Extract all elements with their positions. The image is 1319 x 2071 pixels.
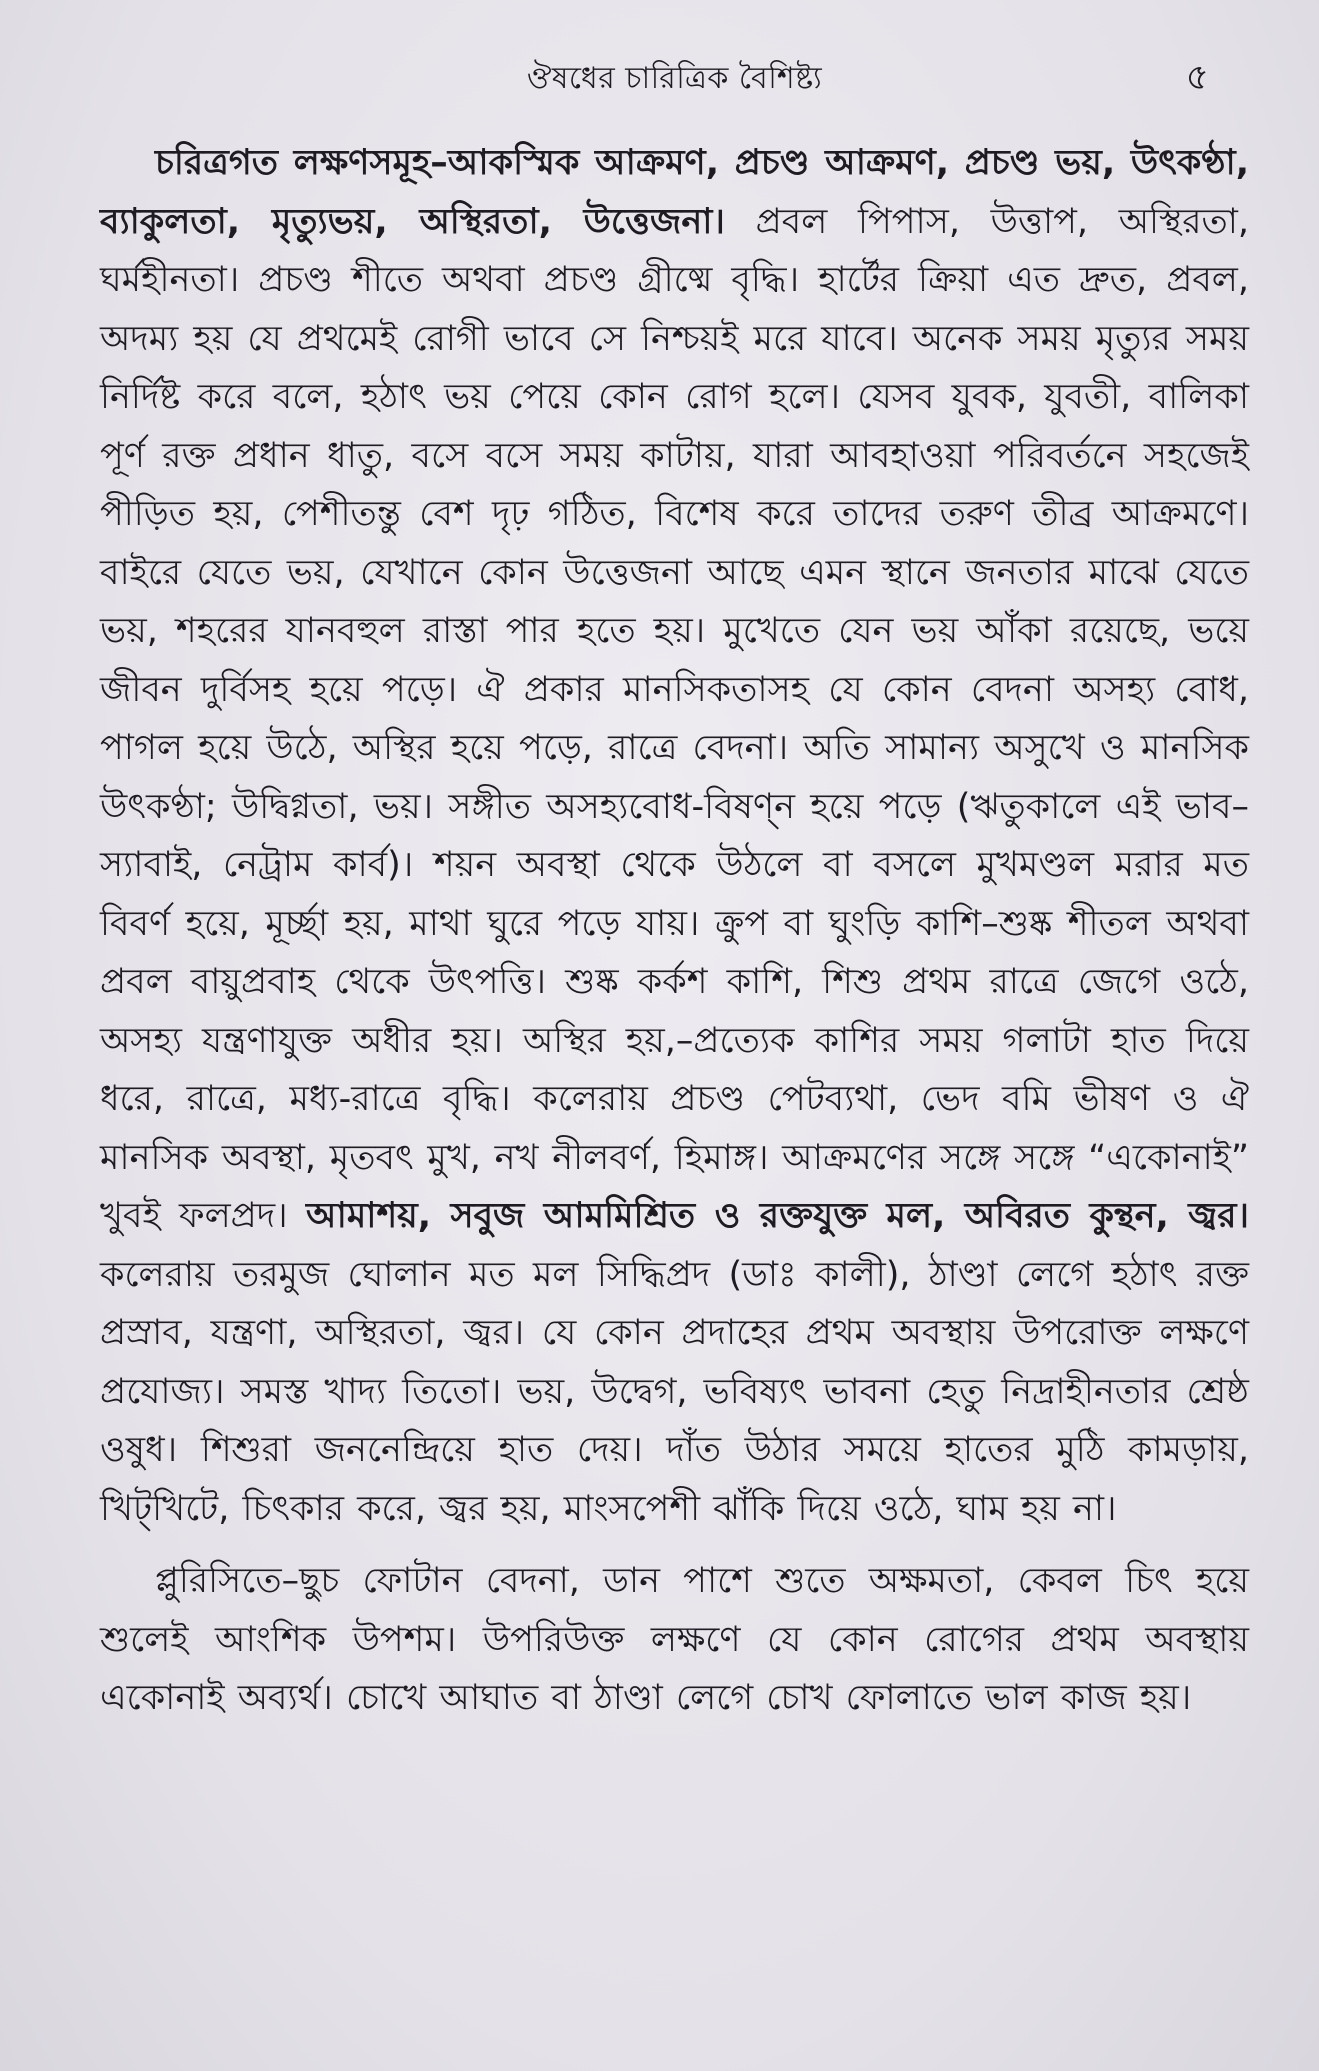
paragraph-text: প্লুরিসিতে–ছুচ ফোটান বেদনা, ডান পাশে শুতে অক্ষমতা, কেবল চিৎ হয়ে শুলেই আংশিক উপশম। উপরিউক্ত লক্ষণে যে কোন রোগের প্রথম অবস্থায় একোনাই অব্যর্থ। চোখে আঘাত বা ঠাণ্ডা লেগে চোখ ফোলাতে ভাল কাজ হয়।: [100, 1561, 1249, 1718]
bold-lead-symptoms: চরিত্রগত লক্ষণসমূহ–আকস্মিক আক্রমণ, প্রচণ্ড আক্রমণ, প্রচণ্ড ভয়, উৎকণ্ঠা, ব্যাকুলতা, মৃত্যুভয়, অস্থিরতা, উত্তেজনা।: [100, 143, 1249, 242]
paragraph-text: প্রবল পিপাস, উত্তাপ, অস্থিরতা, ঘর্মহীনতা। প্রচণ্ড শীতে অথবা প্রচণ্ড গ্রীষ্মে বৃদ্ধি। হার্টের ক্রিয়া এত দ্রুত, প্রবল, অদম্য হয় যে প্রথমেই রোগী ভাবে সে নিশ্চয়ই মরে যাবে। অনেক সময় মৃত্যুর সময় নির্দিষ্ট করে বলে, হঠাৎ ভয় পেয়ে কোন রোগ হলে। যেসব যুবক, যুবতী, বালিকা পূর্ণ রক্ত প্রধান ধাতু, বসে বসে সময় কাটায়, যারা আবহাওয়া পরিবর্তনে সহজেই পীড়িত হয়, পেশীতন্তু বেশ দৃঢ় গঠিত, বিশেষ করে তাদের তরুণ তীব্র আক্রমণে। বাইরে যেতে ভয়, যেখানে কোন উত্তেজনা আছে এমন স্থানে জনতার মাঝে যেতে ভয়, শহরের যানবহুল রাস্তা পার হতে হয়। মুখেতে যেন ভয় আঁকা রয়েছে, ভয়ে জীবন দুর্বিসহ হয়ে পড়ে। ঐ প্রকার মানসিকতাসহ যে কোন বেদনা অসহ্য বোধ, পাগল হয়ে উঠে, অস্থির হয়ে পড়ে, রাত্রে বেদনা। অতি সামান্য অসুখে ও মানসিক উৎকণ্ঠা; উদ্বিগ্নতা, ভয়। সঙ্গীত অসহ্যবোধ-বিষণ্ন হয়ে পড়ে (ঋতুকালে এই ভাব–স্যাবাই, নেট্রাম কার্ব)। শয়ন অবস্থা থেকে উঠলে বা বসলে মুখমণ্ডল মরার মত বিবর্ণ হয়ে, মূর্চ্ছা হয়, মাথা ঘুরে পড়ে যায়। ক্রুপ বা ঘুংড়ি কাশি–শুষ্ক শীতল অথবা প্রবল বায়ুপ্রবাহ থেকে উৎপত্তি। শুষ্ক কর্কশ কাশি, শিশু প্রথম রাত্রে জেগে ওঠে, অসহ্য যন্ত্রণাযুক্ত অধীর হয়। অস্থির হয়,–প্রত্যেক কাশির সময় গলাটা হাত দিয়ে ধরে, রাত্রে, মধ্য-রাত্রে বৃদ্ধি। কলেরায় প্রচণ্ড পেটব্যথা, ভেদ বমি ভীষণ ও ঐ মানসিক অবস্থা, মৃতবৎ মুখ, নখ নীলবর্ণ, হিমাঙ্গ। আক্রমণের সঙ্গে সঙ্গে “একোনাই” খুবই ফলপ্রদ।: [100, 201, 1249, 1236]
running-title: ঔষধের চারিত্রিক বৈশিষ্ট্য: [526, 61, 823, 96]
paragraph-text-continued: কলেরায় তরমুজ ঘোলান মত মল সিদ্ধিপ্রদ (ডাঃ কালী), ঠাণ্ডা লেগে হঠাৎ রক্ত প্রস্রাব, যন্ত্রণা, অস্থিরতা, জ্বর। যে কোন প্রদাহের প্রথম অবস্থায় উপরোক্ত লক্ষণে প্রযোজ্য। সমস্ত খাদ্য তিতো। ভয়, উদ্বেগ, ভবিষ্যৎ ভাবনা হেতু নিদ্রাহীনতার শ্রেষ্ঠ ওষুধ। শিশুরা জননেন্দ্রিয়ে হাত দেয়। দাঁত উঠার সময়ে হাতের মুঠি কামড়ায়, খিট্‌খিটে, চিৎকার করে, জ্বর হয়, মাংসপেশী ঝাঁকি দিয়ে ওঠে, ঘাম হয় না।: [100, 1254, 1249, 1529]
paragraph-pleurisy: [100, 1552, 1249, 1728]
page-number: ৫: [1185, 57, 1209, 98]
bold-dysentery-symptoms: আমাশয়, সবুজ আমমিশ্রিত ও রক্তযুক্ত মল, অবিরত কুন্থন, জ্বর।: [306, 1196, 1249, 1236]
running-header: [100, 40, 1249, 110]
body-text: [100, 134, 1249, 1728]
paragraph-characteristics: [100, 134, 1249, 1538]
